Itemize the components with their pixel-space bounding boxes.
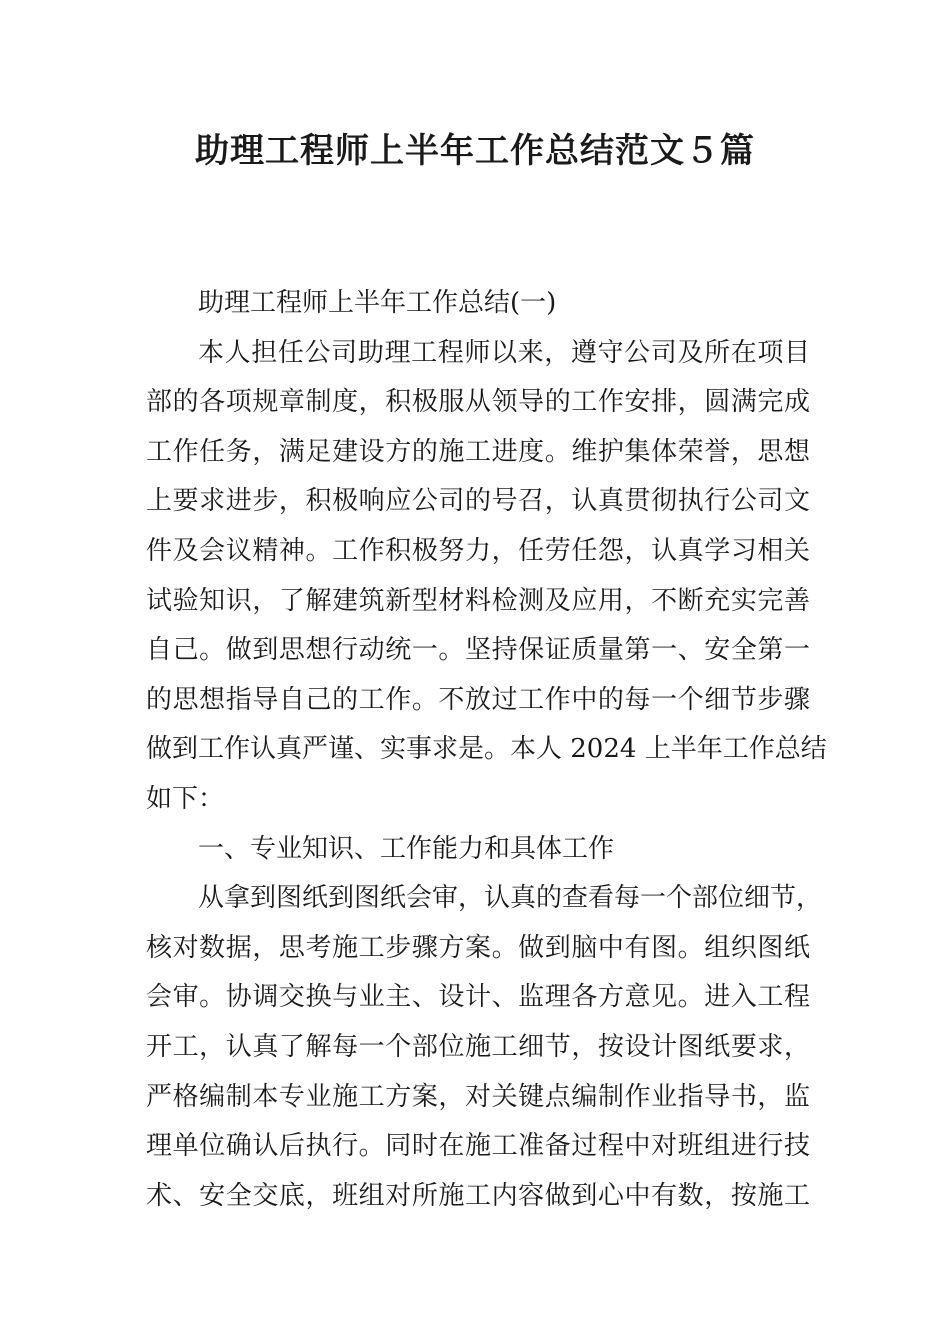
document-body [146, 279, 827, 1221]
paragraph-line: 开工，认真了解每一个部位施工细节，按设计图纸要求， [146, 1031, 810, 1062]
paragraph-line: 本人担任公司助理工程师以来，遵守公司及所在项目 [198, 337, 810, 368]
paragraph-line: 核对数据，思考施工步骤方案。做到脑中有图。组织图纸 [146, 932, 810, 963]
section-heading: 助理工程师上半年工作总结(一) [198, 288, 557, 318]
paragraph-line: 工作任务，满足建设方的施工进度。维护集体荣誉，思想 [146, 436, 810, 467]
paragraph-line: 上要求进步，积极响应公司的号召，认真贯彻执行公司文 [146, 486, 810, 517]
paragraph-line: 严格编制本专业施工方案，对关键点编制作业指导书，监 [146, 1081, 810, 1112]
paragraph-line: 的思想指导自己的工作。不放过工作中的每一个细节步骤 [146, 684, 810, 715]
paragraph-line: 部的各项规章制度，积极服从领导的工作安排，圆满完成 [146, 387, 810, 418]
paragraph-line: 如下： [146, 783, 225, 814]
paragraph-line: 试验知识，了解建筑新型材料检测及应用，不断充实完善 [146, 585, 810, 616]
paragraph-line: 自己。做到思想行动统一。坚持保证质量第一、安全第一 [146, 635, 810, 666]
paragraph-line: 术、安全交底，班组对所施工内容做到心中有数，按施工 [146, 1180, 810, 1211]
paragraph-line: 会审。协调交换与业主、设计、监理各方意见。进入工程 [146, 982, 810, 1013]
paragraph-line: 做到工作认真严谨、实事求是。本人 2024 上半年工作总结 [146, 734, 827, 765]
paragraph-line: 理单位确认后执行。同时在施工准备过程中对班组进行技 [146, 1131, 810, 1162]
subheading: 一、专业知识、工作能力和具体工作 [198, 833, 615, 864]
paragraph-line: 从拿到图纸到图纸会审，认真的查看每一个部位细节， [198, 883, 823, 914]
paragraph-line: 件及会议精神。工作积极努力，任劳任怨，认真学习相关 [146, 535, 810, 566]
document-title: 助理工程师上半年工作总结范文５篇 [195, 131, 755, 171]
